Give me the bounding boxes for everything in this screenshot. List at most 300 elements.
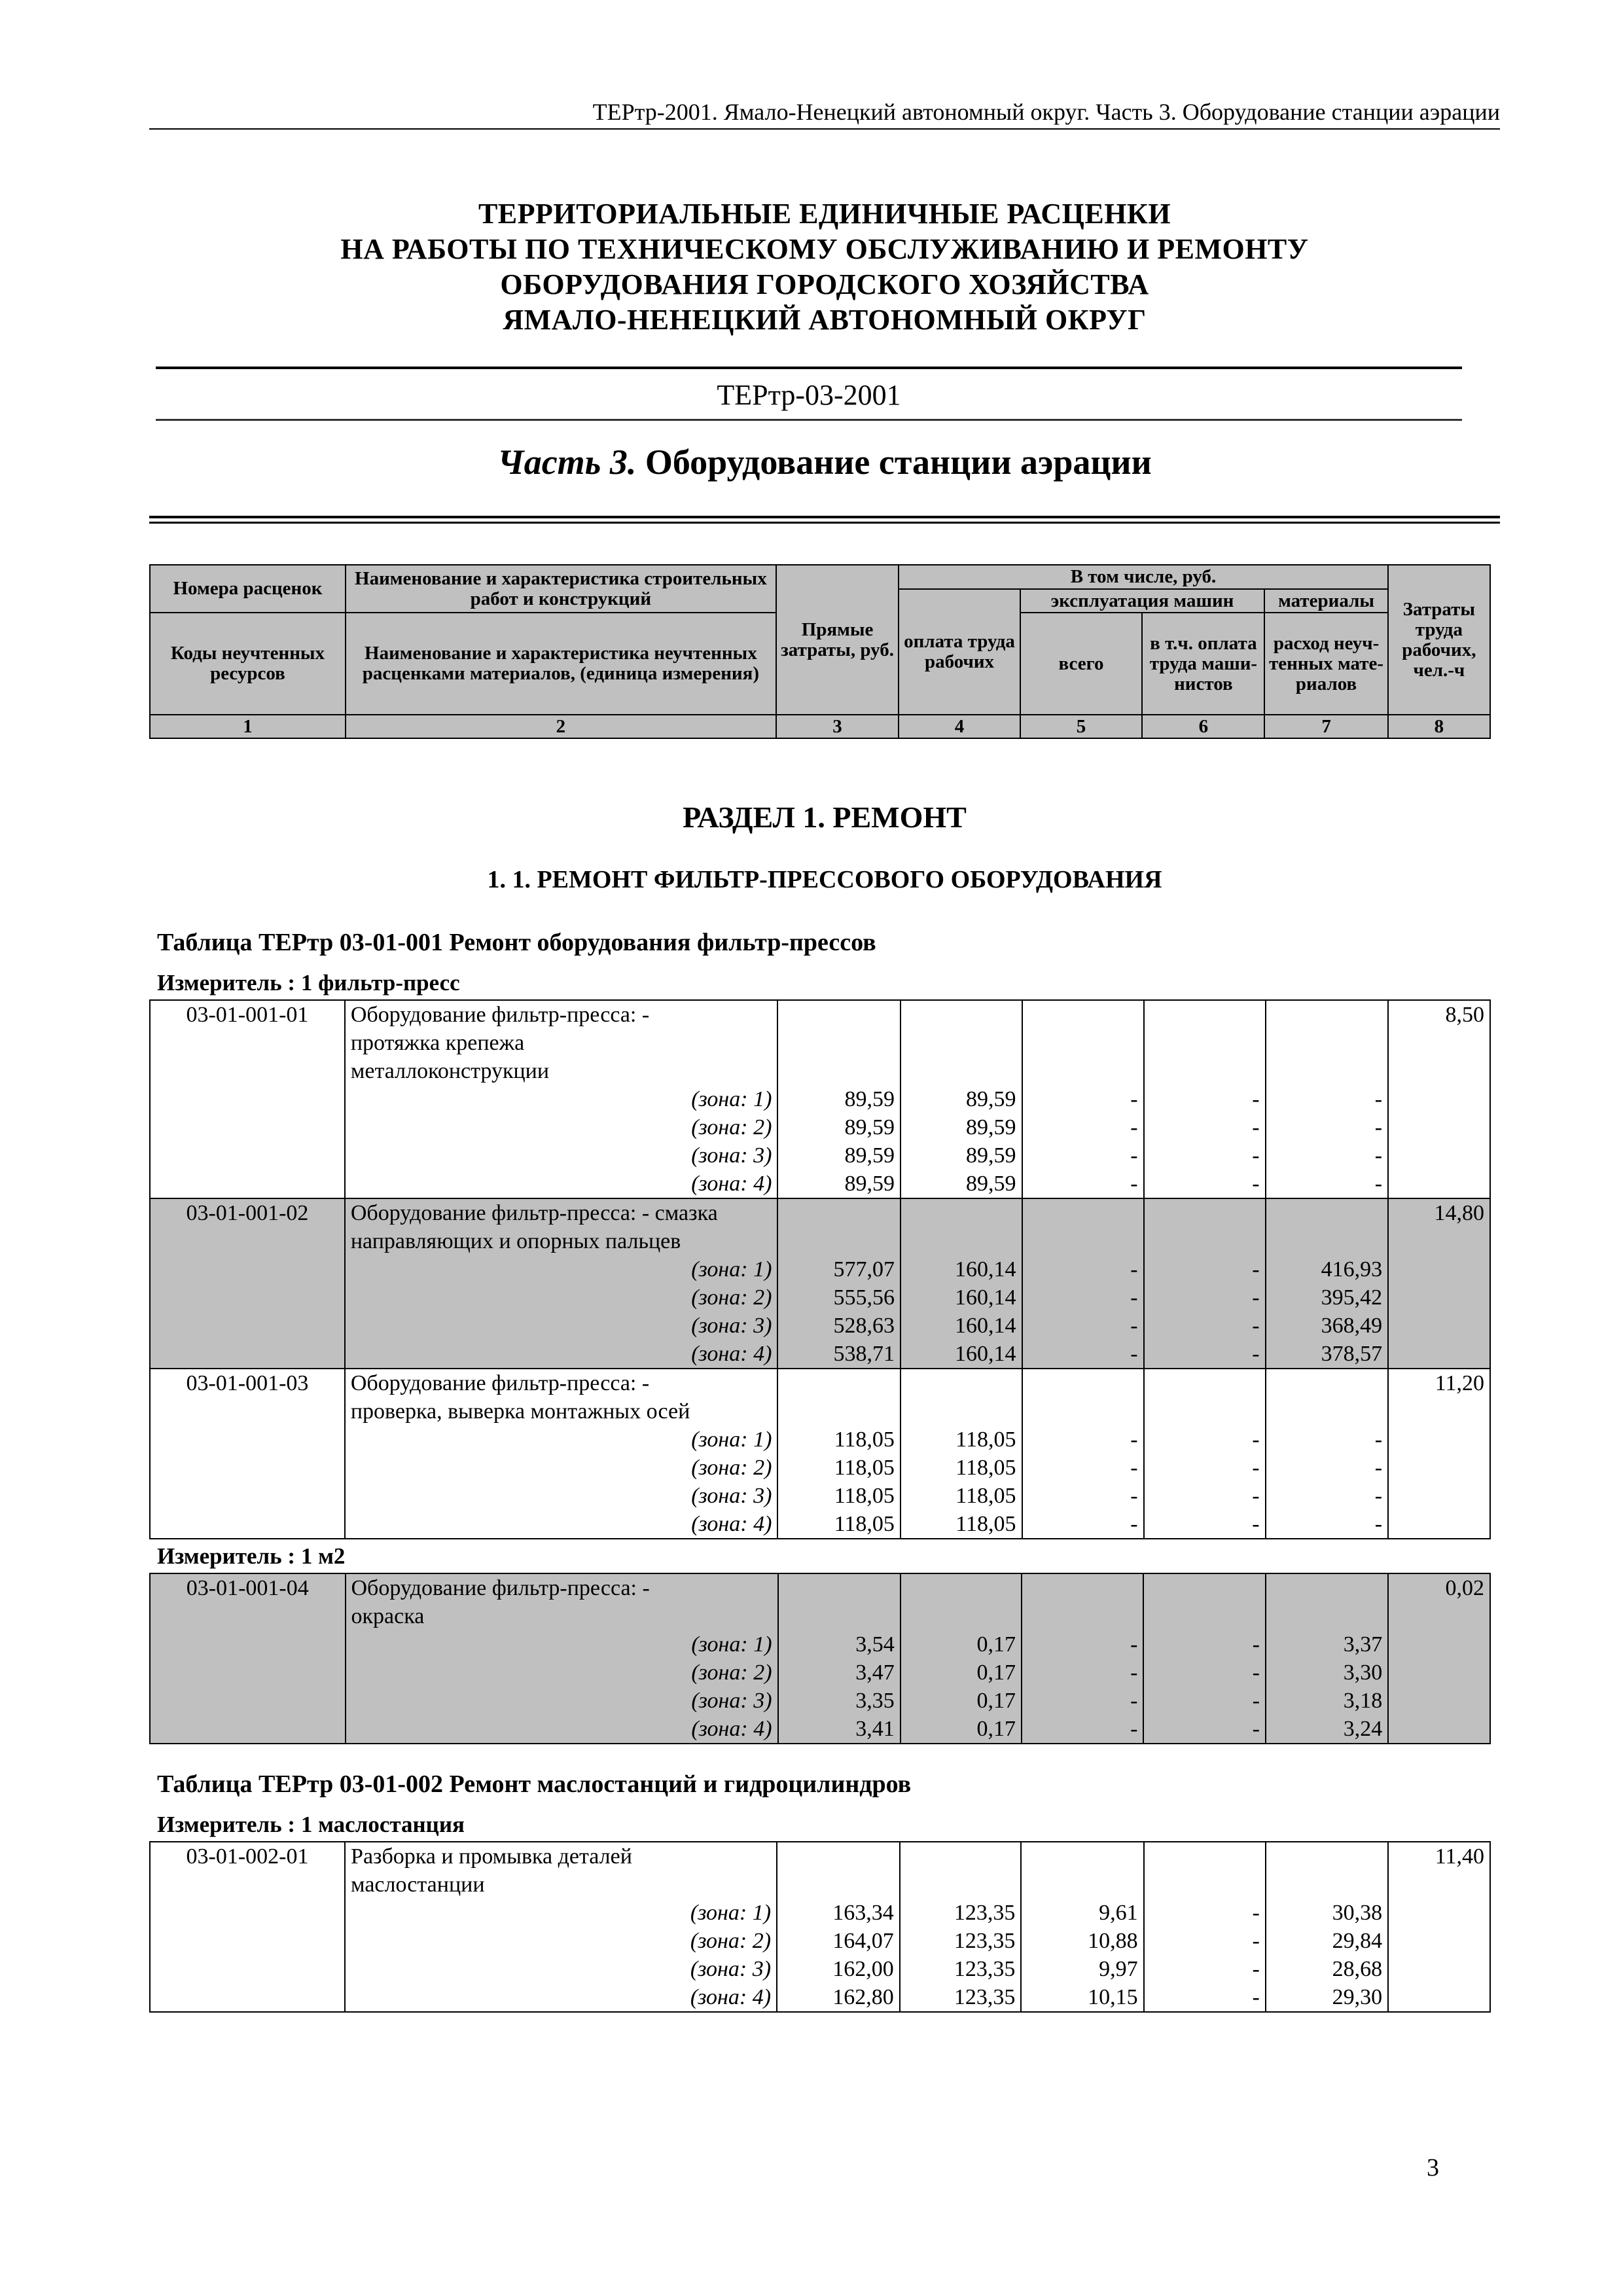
zone-label: (зона: 2) <box>346 1659 778 1687</box>
header-materials: материалы <box>1264 589 1387 613</box>
table-row <box>150 1170 1490 1198</box>
labor-hours <box>1388 1340 1490 1369</box>
table-row <box>150 1983 1490 2012</box>
labor-pay: 0,17 <box>901 1659 1022 1687</box>
header-machines-total: всего <box>1020 613 1143 715</box>
labor-pay: 89,59 <box>901 1085 1022 1113</box>
empty-cell <box>1144 1842 1266 1871</box>
operator-pay: - <box>1144 1085 1266 1113</box>
work-name: маслостанции <box>345 1871 777 1899</box>
empty-cell <box>901 1397 1022 1426</box>
labor-pay: 160,14 <box>901 1255 1022 1283</box>
operator-pay: - <box>1144 1141 1266 1170</box>
labor-pay: 123,35 <box>900 1955 1022 1983</box>
rates-table <box>149 999 1491 1539</box>
work-name: окраска <box>346 1602 778 1630</box>
rate-code <box>150 1029 345 1057</box>
header-including: В том числе, руб. <box>899 565 1387 589</box>
direct-costs: 538,71 <box>777 1340 901 1369</box>
materials: 29,30 <box>1266 1983 1388 2012</box>
rate-code <box>150 1397 345 1426</box>
empty-cell <box>777 1029 901 1057</box>
column-number: 7 <box>1264 715 1387 738</box>
labor-hours <box>1388 1510 1490 1539</box>
empty-cell <box>1022 1227 1144 1255</box>
machines-total: - <box>1022 1283 1144 1312</box>
empty-cell <box>1022 1000 1144 1029</box>
empty-cell <box>901 1227 1022 1255</box>
rate-code <box>150 1715 346 1744</box>
empty-cell <box>1266 1029 1389 1057</box>
table-row <box>150 1573 1490 1602</box>
zone-label: (зона: 1) <box>346 1630 778 1659</box>
rate-code: 03-01-001-03 <box>150 1369 345 1397</box>
part-name: Оборудование станции аэрации <box>645 442 1152 482</box>
labor-hours <box>1388 1687 1490 1715</box>
labor-hours <box>1388 1283 1490 1312</box>
materials: - <box>1266 1426 1389 1454</box>
machines-total: - <box>1022 1454 1144 1482</box>
table-row <box>150 1659 1490 1687</box>
empty-cell <box>1266 1369 1389 1397</box>
operator-pay: - <box>1144 1955 1266 1983</box>
direct-costs: 89,59 <box>777 1170 901 1198</box>
rate-code <box>150 1927 345 1955</box>
materials: 378,57 <box>1266 1340 1389 1369</box>
empty-cell <box>1144 1871 1266 1899</box>
empty-cell <box>777 1198 901 1227</box>
rate-code: 03-01-001-01 <box>150 1000 345 1029</box>
operator-pay: - <box>1144 1312 1266 1340</box>
labor-hours <box>1388 1057 1490 1085</box>
rate-code: 03-01-002-01 <box>150 1842 345 1871</box>
part-label: Часть 3. <box>497 442 637 482</box>
table-row <box>150 1141 1490 1170</box>
materials: 395,42 <box>1266 1283 1389 1312</box>
direct-costs: 3,41 <box>778 1715 901 1744</box>
materials: - <box>1266 1113 1389 1141</box>
labor-hours <box>1388 1113 1490 1141</box>
title-line: НА РАБОТЫ ПО ТЕХНИЧЕСКОМУ ОБСЛУЖИВАНИЮ И РЕМОНТУ <box>340 233 1309 265</box>
table-row <box>150 1057 1490 1085</box>
zone-label: (зона: 2) <box>345 1454 778 1482</box>
materials: 416,93 <box>1266 1255 1389 1283</box>
empty-cell <box>778 1573 901 1602</box>
work-name: проверка, выверка монтажных осей <box>345 1397 778 1426</box>
labor-hours <box>1388 1170 1490 1198</box>
empty-cell <box>777 1227 901 1255</box>
title-line: ЯМАЛО-НЕНЕЦКИЙ АВТОНОМНЫЙ ОКРУГ <box>503 304 1147 336</box>
header-machines: эксплуатация машин <box>1020 589 1265 613</box>
zone-label: (зона: 2) <box>345 1927 777 1955</box>
materials: 3,18 <box>1266 1687 1388 1715</box>
empty-cell <box>1144 1057 1266 1085</box>
machines-total: - <box>1022 1426 1144 1454</box>
zone-label: (зона: 3) <box>346 1687 778 1715</box>
labor-pay: 118,05 <box>901 1482 1022 1510</box>
machines-total: 10,88 <box>1021 1927 1143 1955</box>
header-labor-hours: Затраты труда рабочих, чел.-ч <box>1388 565 1490 715</box>
empty-cell <box>900 1842 1022 1871</box>
empty-cell <box>1266 1000 1389 1029</box>
empty-cell <box>1266 1842 1388 1871</box>
table-caption: Таблица ТЕРтр 03-01-002 Ремонт маслостанций и гидроцилиндров <box>157 1770 912 1798</box>
zone-label: (зона: 4) <box>345 1170 778 1198</box>
empty-cell <box>1022 1029 1144 1057</box>
rate-code <box>150 1602 346 1630</box>
labor-hours <box>1388 1312 1490 1340</box>
direct-costs: 3,47 <box>778 1659 901 1687</box>
double-divider <box>149 516 1500 524</box>
operator-pay: - <box>1144 1113 1266 1141</box>
rates-table <box>149 1841 1491 2013</box>
empty-cell <box>1266 1198 1389 1227</box>
rate-code <box>150 1227 345 1255</box>
document-code: ТЕРтр-03-2001 <box>717 379 901 411</box>
labor-hours: 0,02 <box>1388 1573 1490 1602</box>
work-name: металлоконструкции <box>345 1057 778 1085</box>
header-work-name: Наименование и характеристика строительных работ и конструкций <box>346 565 776 613</box>
table-row <box>150 1687 1490 1715</box>
direct-costs: 162,00 <box>777 1955 900 1983</box>
table-row <box>150 1227 1490 1255</box>
work-name: Оборудование фильтр-пресса: - <box>346 1573 778 1602</box>
empty-cell <box>1021 1842 1143 1871</box>
labor-hours <box>1388 1871 1490 1899</box>
measure-unit: Измеритель : 1 маслостанция <box>157 1812 465 1837</box>
labor-pay: 123,35 <box>900 1983 1022 2012</box>
empty-cell <box>1266 1397 1389 1426</box>
empty-cell <box>777 1000 901 1029</box>
operator-pay: - <box>1143 1659 1265 1687</box>
zone-label: (зона: 4) <box>346 1715 778 1744</box>
rate-code <box>150 1426 345 1454</box>
operator-pay: - <box>1144 1255 1266 1283</box>
labor-hours <box>1388 1141 1490 1170</box>
materials: - <box>1266 1454 1389 1482</box>
table-row <box>150 1510 1490 1539</box>
materials: - <box>1266 1482 1389 1510</box>
direct-costs: 163,34 <box>777 1899 900 1927</box>
rates-table <box>149 1573 1491 1744</box>
table-row <box>150 1482 1490 1510</box>
zone-label: (зона: 1) <box>345 1426 778 1454</box>
machines-total: 10,15 <box>1021 1983 1143 2012</box>
empty-cell <box>1143 1602 1265 1630</box>
labor-hours <box>1388 1659 1490 1687</box>
labor-hours <box>1388 1602 1490 1630</box>
rate-code <box>150 1454 345 1482</box>
operator-pay: - <box>1143 1630 1265 1659</box>
materials: 3,30 <box>1266 1659 1388 1687</box>
direct-costs: 89,59 <box>777 1085 901 1113</box>
operator-pay: - <box>1143 1687 1265 1715</box>
materials: - <box>1266 1141 1389 1170</box>
labor-hours <box>1388 1955 1490 1983</box>
labor-hours <box>1388 1983 1490 2012</box>
column-number: 1 <box>150 715 346 738</box>
work-name: Оборудование фильтр-пресса: - <box>345 1000 778 1029</box>
zone-label: (зона: 4) <box>345 1510 778 1539</box>
labor-hours <box>1388 1482 1490 1510</box>
title-line: ТЕРРИТОРИАЛЬНЫЕ ЕДИНИЧНЫЕ РАСЦЕНКИ <box>478 198 1171 230</box>
column-number: 2 <box>346 715 776 738</box>
labor-hours <box>1388 1426 1490 1454</box>
labor-hours <box>1388 1029 1490 1057</box>
rate-code <box>150 1085 345 1113</box>
direct-costs: 89,59 <box>777 1141 901 1170</box>
empty-cell <box>1144 1397 1266 1426</box>
header-unaccounted-codes: Коды неучтенных ресурсов <box>150 613 346 715</box>
operator-pay: - <box>1144 1510 1266 1539</box>
direct-costs: 118,05 <box>777 1454 901 1482</box>
labor-pay: 0,17 <box>901 1715 1022 1744</box>
labor-pay: 89,59 <box>901 1170 1022 1198</box>
labor-hours: 8,50 <box>1388 1000 1490 1029</box>
empty-cell <box>1266 1871 1388 1899</box>
header-labor-pay: оплата труда рабочих <box>899 589 1020 715</box>
header-direct-costs: Прямые затраты, руб. <box>776 565 899 715</box>
rate-code <box>150 1340 345 1369</box>
empty-cell <box>901 1057 1022 1085</box>
table-row <box>150 1113 1490 1141</box>
table-row <box>150 1029 1490 1057</box>
rate-code <box>150 1687 346 1715</box>
divider <box>156 419 1462 421</box>
direct-costs: 528,63 <box>777 1312 901 1340</box>
table-caption: Таблица ТЕРтр 03-01-001 Ремонт оборудования фильтр-прессов <box>157 929 876 956</box>
labor-hours: 11,20 <box>1388 1369 1490 1397</box>
operator-pay: - <box>1144 1170 1266 1198</box>
rate-code <box>150 1170 345 1198</box>
direct-costs: 118,05 <box>777 1482 901 1510</box>
rate-code <box>150 1630 346 1659</box>
labor-pay: 123,35 <box>900 1899 1022 1927</box>
direct-costs: 162,80 <box>777 1983 900 2012</box>
table-row <box>150 1000 1490 1029</box>
zone-label: (зона: 4) <box>345 1340 778 1369</box>
document-title <box>149 196 1500 338</box>
empty-cell <box>777 1842 900 1871</box>
table-row <box>150 1369 1490 1397</box>
rate-code <box>150 1312 345 1340</box>
column-number: 6 <box>1142 715 1264 738</box>
table-row <box>150 1397 1490 1426</box>
work-name: Разборка и промывка деталей <box>345 1842 777 1871</box>
machines-total: - <box>1022 1482 1144 1510</box>
materials: 29,84 <box>1266 1927 1388 1955</box>
empty-cell <box>777 1871 900 1899</box>
labor-pay: 118,05 <box>901 1426 1022 1454</box>
direct-costs: 3,35 <box>778 1687 901 1715</box>
empty-cell <box>1022 1057 1144 1085</box>
table-row <box>150 1899 1490 1927</box>
rate-code <box>150 1255 345 1283</box>
labor-hours <box>1388 1255 1490 1283</box>
rate-code <box>150 1659 346 1687</box>
operator-pay: - <box>1143 1715 1265 1744</box>
rate-code <box>150 1983 345 2012</box>
divider <box>156 367 1462 369</box>
subsection-title: 1. 1. РЕМОНТ ФИЛЬТР-ПРЕССОВОГО ОБОРУДОВАНИЯ <box>487 866 1162 893</box>
zone-label: (зона: 3) <box>345 1482 778 1510</box>
zone-label: (зона: 1) <box>345 1255 778 1283</box>
direct-costs: 118,05 <box>777 1510 901 1539</box>
table-row <box>150 1312 1490 1340</box>
column-number: 5 <box>1020 715 1143 738</box>
machines-total: 9,61 <box>1021 1899 1143 1927</box>
machines-total: - <box>1022 1113 1144 1141</box>
labor-pay: 160,14 <box>901 1340 1022 1369</box>
labor-pay: 160,14 <box>901 1283 1022 1312</box>
materials: 30,38 <box>1266 1899 1388 1927</box>
empty-cell <box>1022 1573 1143 1602</box>
rate-code <box>150 1510 345 1539</box>
labor-hours <box>1388 1715 1490 1744</box>
rate-code <box>150 1482 345 1510</box>
labor-hours <box>1388 1630 1490 1659</box>
labor-hours: 11,40 <box>1388 1842 1490 1871</box>
empty-cell <box>1022 1397 1144 1426</box>
table-row <box>150 1927 1490 1955</box>
machines-total: - <box>1022 1687 1143 1715</box>
machines-total: - <box>1022 1659 1143 1687</box>
zone-label: (зона: 1) <box>345 1085 778 1113</box>
materials: - <box>1266 1510 1389 1539</box>
table-row <box>150 1426 1490 1454</box>
empty-cell <box>901 1369 1022 1397</box>
empty-cell <box>900 1871 1022 1899</box>
materials: 28,68 <box>1266 1955 1388 1983</box>
table-row <box>150 1198 1490 1227</box>
labor-hours: 14,80 <box>1388 1198 1490 1227</box>
work-name: Оборудование фильтр-пресса: - <box>345 1369 778 1397</box>
direct-costs: 89,59 <box>777 1113 901 1141</box>
section-title: РАЗДЕЛ 1. РЕМОНТ <box>683 800 967 834</box>
column-number: 3 <box>776 715 899 738</box>
machines-total: - <box>1022 1340 1144 1369</box>
empty-cell <box>1021 1871 1143 1899</box>
labor-hours <box>1388 1454 1490 1482</box>
rate-code <box>150 1113 345 1141</box>
empty-cell <box>1022 1198 1144 1227</box>
empty-cell <box>777 1057 901 1085</box>
table-row <box>150 1283 1490 1312</box>
machines-total: - <box>1022 1255 1144 1283</box>
direct-costs: 3,54 <box>778 1630 901 1659</box>
table-row <box>150 1340 1490 1369</box>
direct-costs: 118,05 <box>777 1426 901 1454</box>
measure-unit: Измеритель : 1 фильтр-пресс <box>157 970 460 996</box>
machines-total: - <box>1022 1630 1143 1659</box>
machines-total: 9,97 <box>1021 1955 1143 1983</box>
labor-pay: 160,14 <box>901 1312 1022 1340</box>
empty-cell <box>1144 1000 1266 1029</box>
direct-costs: 555,56 <box>777 1283 901 1312</box>
column-number: 8 <box>1388 715 1490 738</box>
empty-cell <box>1266 1057 1389 1085</box>
zone-label: (зона: 4) <box>345 1983 777 2012</box>
empty-cell <box>1022 1369 1144 1397</box>
machines-total: - <box>1022 1715 1143 1744</box>
zone-label: (зона: 1) <box>345 1899 777 1927</box>
labor-pay: 89,59 <box>901 1113 1022 1141</box>
table-row <box>150 1715 1490 1744</box>
empty-cell <box>1266 1227 1389 1255</box>
zone-label: (зона: 2) <box>345 1283 778 1312</box>
table-row <box>150 1255 1490 1283</box>
table-row <box>150 1085 1490 1113</box>
rate-code <box>150 1283 345 1312</box>
empty-cell <box>901 1573 1022 1602</box>
column-number: 4 <box>899 715 1020 738</box>
empty-cell <box>901 1029 1022 1057</box>
empty-cell <box>777 1397 901 1426</box>
operator-pay: - <box>1144 1340 1266 1369</box>
rate-code <box>150 1899 345 1927</box>
materials: 3,24 <box>1266 1715 1388 1744</box>
rate-code <box>150 1955 345 1983</box>
labor-pay: 123,35 <box>900 1927 1022 1955</box>
zone-label: (зона: 2) <box>345 1113 778 1141</box>
table-row <box>150 1630 1490 1659</box>
table-row <box>150 1602 1490 1630</box>
labor-hours <box>1388 1227 1490 1255</box>
operator-pay: - <box>1144 1983 1266 2012</box>
rate-code: 03-01-001-02 <box>150 1198 345 1227</box>
empty-cell <box>1022 1602 1143 1630</box>
table-row <box>150 1842 1490 1871</box>
labor-hours <box>1388 1899 1490 1927</box>
table-row <box>150 1454 1490 1482</box>
machines-total: - <box>1022 1510 1144 1539</box>
direct-costs: 577,07 <box>777 1255 901 1283</box>
labor-pay: 118,05 <box>901 1510 1022 1539</box>
machines-total: - <box>1022 1085 1144 1113</box>
empty-cell <box>1144 1198 1266 1227</box>
materials: 3,37 <box>1266 1630 1388 1659</box>
materials: 368,49 <box>1266 1312 1389 1340</box>
direct-costs: 164,07 <box>777 1927 900 1955</box>
operator-pay: - <box>1144 1283 1266 1312</box>
machines-total: - <box>1022 1141 1144 1170</box>
labor-pay: 89,59 <box>901 1141 1022 1170</box>
operator-pay: - <box>1144 1482 1266 1510</box>
labor-pay: 0,17 <box>901 1687 1022 1715</box>
header-unaccounted-materials: Наименование и характеристика неучтенных расценками материалов, (единица измерения) <box>346 613 776 715</box>
header-unaccounted-use: расход неуч-тенных мате-риалов <box>1264 613 1387 715</box>
work-name: направляющих и опорных пальцев <box>345 1227 778 1255</box>
empty-cell <box>777 1369 901 1397</box>
machines-total: - <box>1022 1170 1144 1198</box>
work-name: протяжка крепежа <box>345 1029 778 1057</box>
operator-pay: - <box>1144 1426 1266 1454</box>
operator-pay: - <box>1144 1899 1266 1927</box>
rate-code <box>150 1871 345 1899</box>
empty-cell <box>1144 1227 1266 1255</box>
measure-unit: Измеритель : 1 м2 <box>157 1543 346 1569</box>
page-number: 3 <box>1427 2154 1439 2181</box>
labor-pay: 118,05 <box>901 1454 1022 1482</box>
materials: - <box>1266 1085 1389 1113</box>
empty-cell <box>1266 1602 1388 1630</box>
running-head: ТЕРтр-2001. Ямало-Ненецкий автономный округ. Часть 3. Оборудование станции аэрации <box>149 98 1500 130</box>
rate-code: 03-01-001-04 <box>150 1573 346 1602</box>
zone-label: (зона: 3) <box>345 1955 777 1983</box>
empty-cell <box>778 1602 901 1630</box>
empty-cell <box>901 1198 1022 1227</box>
labor-pay: 0,17 <box>901 1630 1022 1659</box>
